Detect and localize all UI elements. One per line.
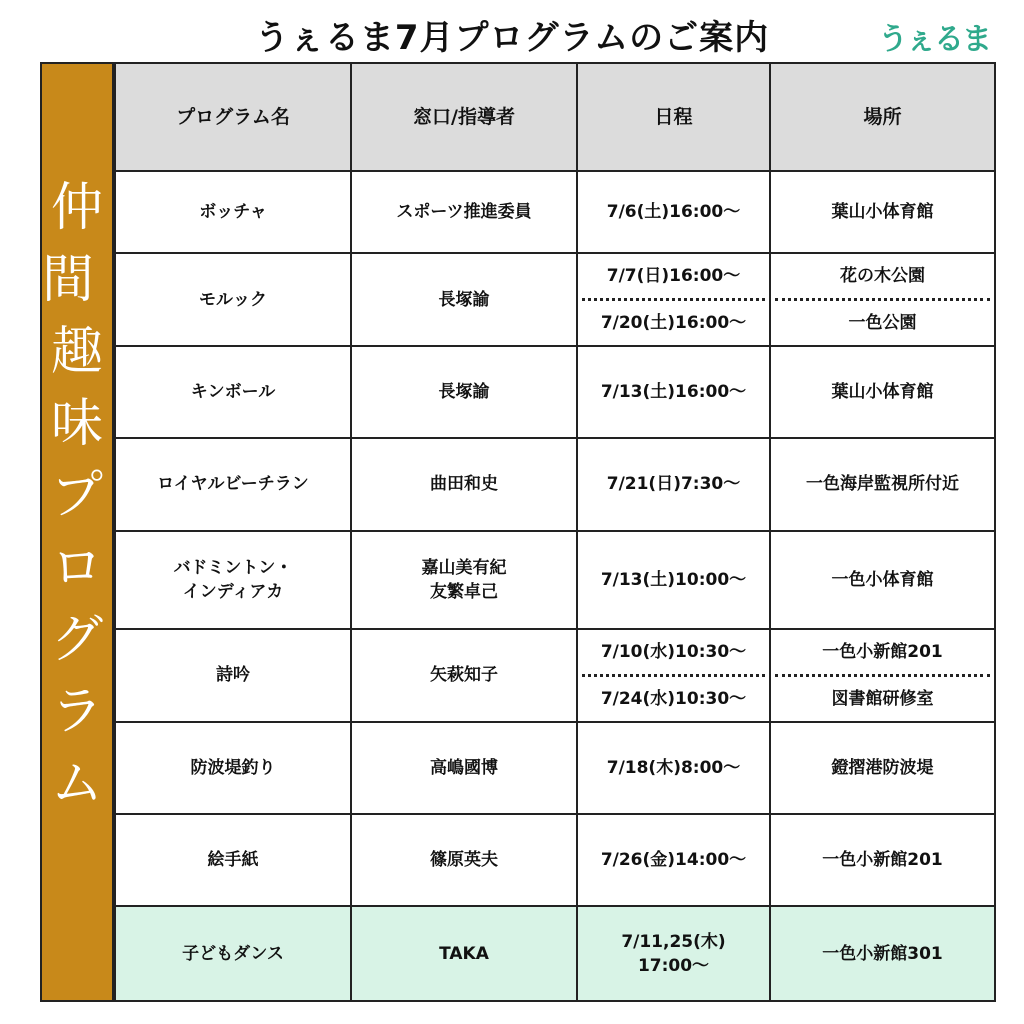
table-row — [115, 814, 995, 906]
location-entry: 図書館研修室 — [831, 688, 934, 709]
schedule-entry: 7/20(土)16:00〜 — [600, 312, 747, 333]
header-program-name: プログラム名 — [115, 63, 351, 171]
schedule-cell: 7/26(金)14:00〜 — [577, 814, 770, 906]
contact-cell: スポーツ推進委員 — [351, 171, 577, 253]
program-name-cell: 詩吟 — [115, 629, 351, 721]
program-name-cell: 子どもダンス — [115, 906, 351, 1001]
program-name-cell: キンボール — [115, 346, 351, 438]
table-row — [115, 531, 995, 629]
location-cell: 葉山小体育館 — [770, 346, 995, 438]
side-label-panel — [40, 62, 147, 1002]
table-row — [115, 906, 995, 1001]
schedule-cell — [577, 629, 770, 721]
schedule-entry: 7/24(水)10:30〜 — [600, 688, 747, 709]
table-row — [115, 253, 995, 345]
schedule-cell: 7/18(木)8:00〜 — [577, 722, 770, 814]
side-label: 仲間・趣味プログラム — [42, 178, 147, 814]
contact-cell: TAKA — [351, 906, 577, 1001]
schedule-cell — [577, 253, 770, 345]
location-cell: 一色小体育館 — [770, 531, 995, 629]
program-name-cell: モルック — [115, 253, 351, 345]
program-name-cell: ボッチャ — [115, 171, 351, 253]
location-cell: 一色海岸監視所付近 — [770, 438, 995, 530]
table-row — [115, 438, 995, 530]
schedule-entry: 7/10(水)10:30〜 — [582, 630, 765, 677]
program-name-cell: 防波堤釣り — [115, 722, 351, 814]
header-row — [115, 63, 995, 171]
location-entry: 一色小新館201 — [775, 630, 990, 677]
schedule-cell: 7/6(土)16:00〜 — [577, 171, 770, 253]
schedule-entry: 7/7(日)16:00〜 — [582, 255, 765, 302]
location-entry: 花の木公園 — [775, 255, 990, 302]
location-cell — [770, 629, 995, 721]
page-title: うぇるま7月プログラムのご案内 — [254, 18, 770, 58]
contact-cell: 嘉山美有紀 友繁卓己 — [351, 531, 577, 629]
location-cell: 鐙摺港防波堤 — [770, 722, 995, 814]
schedule-cell: 7/11,25(木) 17:00〜 — [577, 906, 770, 1001]
location-cell: 葉山小体育館 — [770, 171, 995, 253]
program-name-cell: バドミントン・ インディアカ — [115, 531, 351, 629]
contact-cell: 長塚諭 — [351, 253, 577, 345]
schedule-cell: 7/21(日)7:30〜 — [577, 438, 770, 530]
schedule-table — [114, 62, 996, 1002]
contact-cell: 矢萩知子 — [351, 629, 577, 721]
contact-cell: 曲田和史 — [351, 438, 577, 530]
table-row — [115, 629, 995, 721]
contact-cell: 長塚諭 — [351, 346, 577, 438]
location-cell: 一色小新館201 — [770, 814, 995, 906]
program-name-cell: 絵手紙 — [115, 814, 351, 906]
table-row — [115, 722, 995, 814]
header-contact: 窓口/指導者 — [351, 63, 577, 171]
header-location: 場所 — [770, 63, 995, 171]
table-row — [115, 171, 995, 253]
location-entry: 一色公園 — [848, 312, 917, 333]
schedule-cell: 7/13(土)10:00〜 — [577, 531, 770, 629]
table-row — [115, 346, 995, 438]
program-name-cell: ロイヤルビーチラン — [115, 438, 351, 530]
contact-cell: 篠原英夫 — [351, 814, 577, 906]
schedule-cell: 7/13(土)16:00〜 — [577, 346, 770, 438]
header-schedule: 日程 — [577, 63, 770, 171]
location-cell — [770, 253, 995, 345]
location-cell: 一色小新館301 — [770, 906, 995, 1001]
contact-cell: 高嶋國博 — [351, 722, 577, 814]
logo: うぇるま — [878, 22, 990, 57]
